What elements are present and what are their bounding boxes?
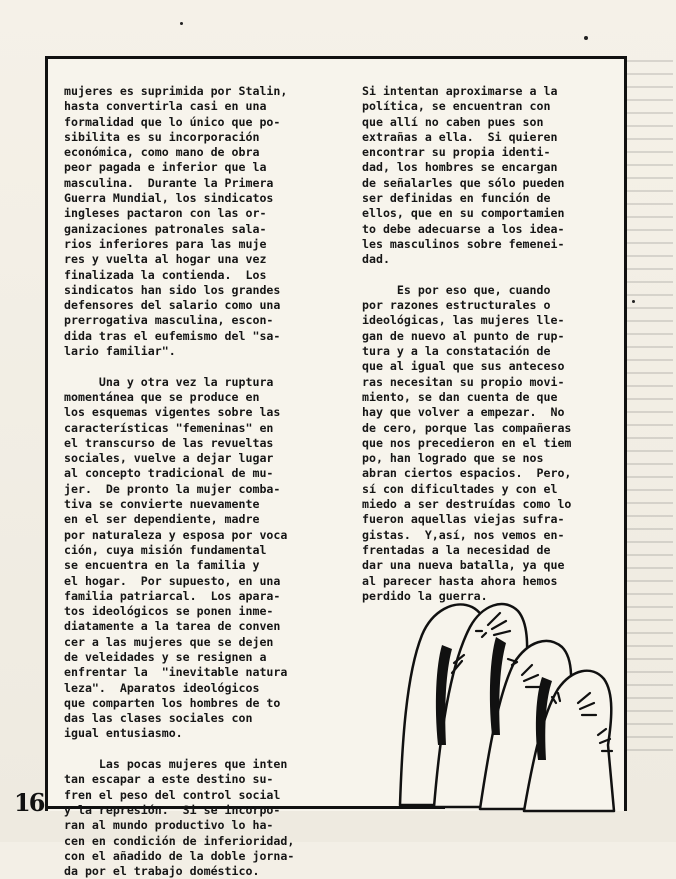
speck [180,22,183,25]
text-line: ción, cuya misión fundamental [64,542,267,557]
text-line: res y vuelta al hogar una vez [64,252,267,267]
text-line: familia patriarcal. Los apara- [64,588,281,603]
speck [632,300,635,303]
text-line: tos ideológicos se ponen inme- [64,604,274,619]
text-line: política, se encuentran con [362,99,551,114]
text-line: perdido la guerra. [362,588,488,603]
text-line: masculina. Durante la Primera [64,175,274,190]
text-line: en el ser dependiente, madre [64,512,260,527]
text-line: ganizaciones patronales sala- [64,221,267,236]
text-line: ser definidas en función de [362,191,551,206]
text-line: frentadas a la necesidad de [362,542,551,557]
text-line: hay que volver a empezar. No [362,405,565,420]
speck [584,36,588,40]
text-line: ellos, que en su comportamien [362,206,565,221]
text-line: y la represión. Si se incorpo- [64,802,281,817]
right-column [362,84,571,604]
text-line: el hogar. Por supuesto, en una [64,573,281,588]
text-line: ran al mundo productivo lo ha- [64,818,274,833]
text-line: finalizada la contienda. Los [64,267,267,282]
text-line: peor pagada e inferior que la [64,160,267,175]
text-line: gistas. Y,así, nos vemos en- [362,527,565,542]
text-line: Las pocas mujeres que inten [64,757,288,772]
page-number: 16 [14,788,44,817]
text-line: al concepto tradicional de mu- [64,466,274,481]
text-line: jer. De pronto la mujer comba- [64,481,281,496]
text-line: con el añadido de la doble jorna- [64,848,295,863]
text-line: dad, los hombres se encargan [362,160,558,175]
text-line: que nos precedieron en el tiem [362,435,572,450]
text-line: el transcurso de las revueltas [64,435,274,450]
text-line: que al igual que sus anteceso [362,359,565,374]
text-line: enfrentar la "inevitable natura [64,665,288,680]
text-line: da por el trabajo doméstico. [64,864,260,879]
text-line: Guerra Mundial, los sindicatos [64,191,274,206]
text-line: dad. [362,252,390,267]
text-line: ras necesitan su propio movi- [362,374,565,389]
text-line: to debe adecuarse a los idea- [362,221,565,236]
text-line: mujeres es suprimida por Stalin, [64,84,288,98]
text-line: Si intentan aproximarse a la [362,84,558,98]
text-line: diatamente a la tarea de conven [64,619,281,634]
text-line: extrañas a ella. Si quieren [362,129,558,144]
text-line [362,268,571,283]
text-line: momentánea que se produce en [64,389,260,404]
text-line: leza". Aparatos ideológicos [64,680,260,695]
text-line: rios inferiores para las muje [64,236,267,251]
text-line: cer a las mujeres que se dejen [64,634,274,649]
text-line: abran ciertos espacios. Pero, [362,466,572,481]
text-line: de veleidades y se resignen a [64,649,267,664]
text-line: por razones estructurales o [362,298,551,313]
text-line: miento, se dan cuenta de que [362,389,558,404]
left-column [64,84,294,879]
text-line: lario familiar". [64,344,176,359]
text-line: de señalarles que sólo pueden [362,175,565,190]
text-line: Una y otra vez la ruptura [64,374,274,389]
text-line: de cero, porque las compañeras [362,420,572,435]
text-line: económica, como mano de obra [64,145,260,160]
text-line [64,742,294,757]
text-line: sí con dificultades y con el [362,481,558,496]
text-line: hasta convertirla casi en una [64,99,267,114]
text-line: igual entusiasmo. [64,726,183,741]
text-line: que comparten los hombres de to [64,695,281,710]
text-line: formalidad que lo único que po- [64,114,281,129]
text-line: defensores del salario como una [64,298,281,313]
text-line: tan escapar a este destino su- [64,772,274,787]
text-line: miedo a ser destruídas como lo [362,497,572,512]
text-line: encontrar su propia identi- [362,145,551,160]
text-line: ingleses pactaron con las or- [64,206,267,221]
text-line: tiva se convierte nuevamente [64,497,260,512]
text-line: sindicatos han sido los grandes [64,282,281,297]
text-line: características "femeninas" en [64,420,274,435]
text-line: dida tras el eufemismo del "sa- [64,328,281,343]
text-line: se encuentra en la familia y [64,558,260,573]
text-line: Es por eso que, cuando [362,282,551,297]
text-line: sibilita es su incorporación [64,129,260,144]
text-line: por naturaleza y esposa por voca [64,527,288,542]
text-line: dar una nueva batalla, ya que [362,558,565,573]
text-line: po, han logrado que se nos [362,451,544,466]
text-line: sociales, vuelve a dejar lugar [64,451,274,466]
text-line: les masculinos sobre femenei- [362,236,565,251]
text-line [64,359,294,374]
text-line: prerrogativa masculina, escon- [64,313,274,328]
text-line: los esquemas vigentes sobre las [64,405,281,420]
text-line: ideológicas, las mujeres lle- [362,313,565,328]
text-line: tura y a la constatación de [362,344,551,359]
text-line: fren el peso del control social [64,787,281,802]
ghostly-figures-illustration-icon [392,585,628,820]
text-line: das las clases sociales con [64,711,253,726]
text-line: fueron aquellas viejas sufra- [362,512,565,527]
text-line: cen en condición de inferioridad, [64,833,295,848]
text-line: que allí no caben pues son [362,114,544,129]
text-line: al parecer hasta ahora hemos [362,573,558,588]
text-line: gan de nuevo al punto de rup- [362,328,565,343]
